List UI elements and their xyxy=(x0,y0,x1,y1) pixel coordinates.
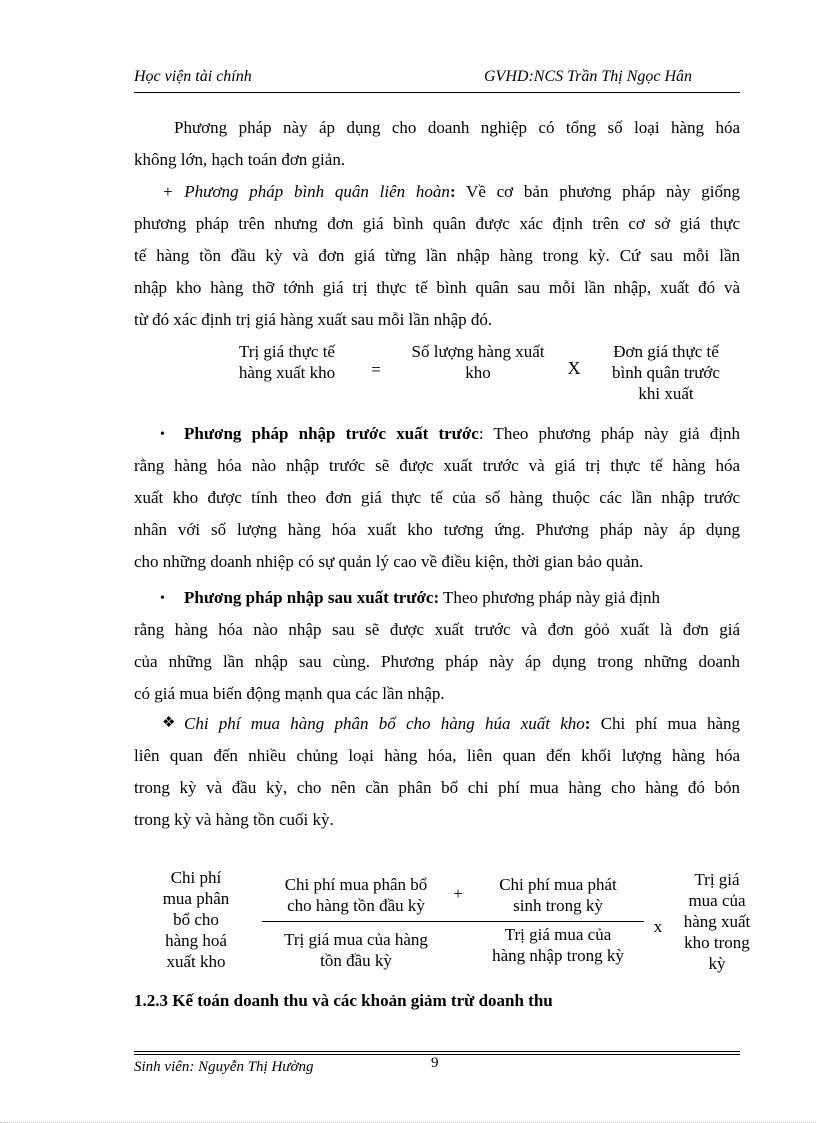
paragraph-purchase-cost xyxy=(134,708,740,836)
page-number: 9 xyxy=(431,1055,439,1071)
text-line: cho những doanh nhiệp có sự quản lý cao về điều kiện, thời gian bảo quản. xyxy=(134,552,644,571)
plus-sign: + xyxy=(453,884,463,903)
text-line: từ đó xác định trị giá hàng xuất sau mỗi lần nhập đó. xyxy=(134,310,493,329)
text-line: nhân với số lượng hàng hóa xuất kho tương ứng. Phương pháp này áp dụng xyxy=(134,520,740,539)
multiply-sign: x xyxy=(653,917,663,936)
formula-left-term: Chi phí mua phân bổ cho hàng hoá xuất kho xyxy=(162,868,230,971)
method-title: Chi phí mua hàng phân bổ cho hàng húa xuất kho xyxy=(184,714,585,733)
header-advisor: GVHD:NCS Trần Thị Ngọc Hân xyxy=(484,68,693,85)
formula-middle-term: Số lượng hàng xuất kho xyxy=(411,342,545,382)
text-line: Phương pháp nhập sau xuất trước: Theo phương pháp này giả định xyxy=(184,588,661,607)
text-line: của những lần nhập sau cùng. Phương pháp này áp dụng trong những doanh xyxy=(134,652,740,671)
method-title: Phương pháp nhập sau xuất trước: xyxy=(184,588,440,607)
equals-sign: = xyxy=(371,360,381,379)
text-line: xuất kho được tính theo đơn giá thực tế của số hàng thuộc các lần nhập trước xyxy=(134,488,740,507)
multiply-sign: X xyxy=(567,358,581,378)
text-line: rằng hàng hóa nào nhập sau sẽ được xuất trước và đơn gỏỏ xuất là đơn giá xyxy=(134,620,740,639)
paragraph-weighted-average xyxy=(134,176,740,336)
text-line: nhập kho hàng thỡ tớnh giá trị thực tế bình quân sau mỗi lần nhập, xuất đó và xyxy=(134,278,740,297)
text-line: không lớn, hạch toán đơn giản. xyxy=(134,150,346,169)
denominator-period-value: Trị giá mua của hàng nhập trong kỳ xyxy=(492,925,624,965)
diamond-bullet-icon: ❖ xyxy=(162,715,176,731)
paragraph-lifo xyxy=(134,582,740,710)
header-divider xyxy=(134,92,740,93)
text-line: + Phương pháp bình quân liên hoàn: Về cơ bản phương pháp này giống xyxy=(162,182,740,201)
text-line: liên quan đến nhiều chủng loại hàng hóa, liên quan đến khối lượng hàng hóa xyxy=(134,746,740,765)
footer-divider xyxy=(134,1051,740,1052)
text-line: rằng hàng hóa nào nhập trước sẽ được xuất trước và giá trị thực tế hàng hóa xyxy=(134,456,740,475)
denominator-opening-value: Trị giá mua của hàng tồn đầu kỳ xyxy=(284,930,428,970)
text-line: Phương pháp này áp dụng cho doanh nghiệp có tổng số loại hàng hóa xyxy=(174,118,740,137)
formula-right-term: Trị giá mua của hàng xuất kho trong kỳ xyxy=(683,870,751,973)
fraction-bar xyxy=(262,921,644,922)
bullet-icon: • xyxy=(160,591,165,606)
footer-student: Sinh viên: Nguyễn Thị Hường xyxy=(134,1059,314,1075)
formula-left-term: Trị giá thực tế hàng xuất kho xyxy=(238,342,336,382)
text-line: trong kỳ và đầu kỳ, cho nên cần phân bổ chi phí mua hàng cho hàng đó bỏn xyxy=(134,778,740,797)
header-school: Học viện tài chính xyxy=(134,68,252,85)
paragraph-fifo xyxy=(134,418,740,578)
text-line: có giá mua biến động mạnh qua các lần nhập. xyxy=(134,684,445,703)
method-title: Phương pháp nhập trước xuất trước xyxy=(184,424,479,443)
method-title: + Phương pháp bình quân liên hoàn xyxy=(162,182,450,201)
numerator-period-cost: Chi phí mua phát sinh trong kỳ xyxy=(499,875,617,915)
bullet-icon: • xyxy=(160,427,165,442)
text-line: Phương pháp nhập trước xuất trước: Theo phương pháp này giả định xyxy=(184,424,740,443)
text-line: tế hàng tồn đầu kỳ và đơn giá từng lần nhập hàng trong kỳ. Cứ sau mỗi lần xyxy=(134,246,740,265)
paragraph-intro xyxy=(134,112,740,176)
formula-right-term: Đơn giá thực tế bình quân trước khi xuất xyxy=(612,342,720,403)
text-line: Chi phí mua hàng phân bổ cho hàng húa xuất kho: Chi phí mua hàng xyxy=(184,714,740,733)
numerator-opening-cost: Chi phí mua phân bổ cho hàng tồn đầu kỳ xyxy=(284,875,428,915)
text-line: phương pháp trên nhưng đơn giá bình quân được xác định trên cơ sở giá thực xyxy=(134,214,740,233)
text-line: trong kỳ và hàng tồn cuối kỳ. xyxy=(134,810,334,829)
section-heading: 1.2.3 Kế toán doanh thu và các khoản giảm trừ doanh thu xyxy=(134,991,553,1010)
